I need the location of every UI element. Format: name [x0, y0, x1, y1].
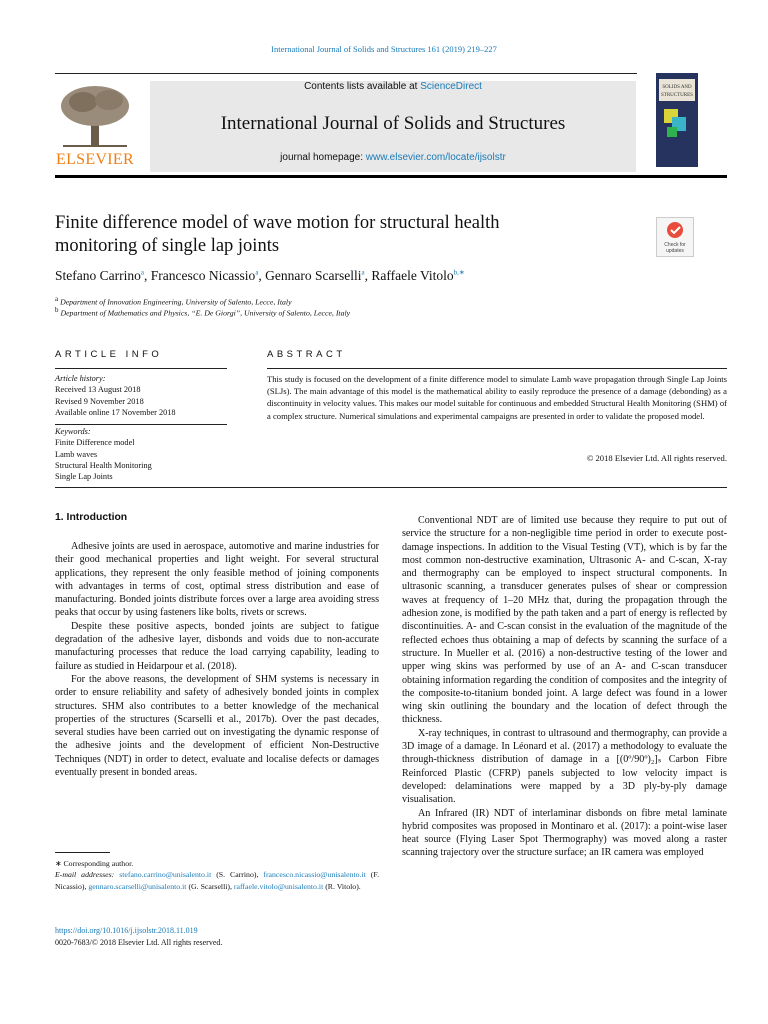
top-rule — [55, 73, 637, 74]
abstract-copyright: © 2018 Elsevier Ltd. All rights reserved. — [586, 453, 727, 463]
check-for-updates-badge[interactable] — [656, 217, 694, 257]
history-online: Available online 17 November 2018 — [55, 407, 176, 417]
affiliation-a — [55, 295, 292, 307]
issn-line: 0020-7683/© 2018 Elsevier Ltd. All rights reserved. — [55, 938, 223, 947]
abstract-rule — [267, 368, 727, 369]
keywords-label: Keywords: — [55, 427, 91, 436]
doi-link[interactable]: https://doi.org/10.1016/j.ijsolstr.2018.11.019 — [55, 926, 198, 935]
section-heading-introduction: 1. Introduction — [55, 512, 128, 523]
body-column-left — [55, 540, 379, 779]
contents-prefix: Contents lists available at — [304, 81, 421, 92]
author-affiliation-mark[interactable]: a — [255, 268, 259, 277]
body-paragraph: An Infrared (IR) NDT of interlaminar disbonds on fibre metal laminate hybrid composites was proposed in Montinaro et al. (2017): a point-wise laser heat source (Flying Laser Spot Thermography) was moved along a raster scanning trajectory over the structure surface; an IR camera was employed — [402, 807, 727, 859]
keyword: Single Lap Joints — [55, 472, 113, 482]
author-name: Raffaele Vitolo — [371, 268, 454, 283]
homepage-link[interactable]: www.elsevier.com/locate/ijsolstr — [365, 152, 506, 163]
affiliation-mark: b — [55, 306, 59, 314]
article-title-line1: Finite difference model of wave motion for structural health — [55, 213, 500, 233]
journal-title: International Journal of Solids and Structures — [220, 113, 566, 134]
keyword: Lamb waves — [55, 449, 98, 459]
crossmark-label-line1: Check for — [664, 242, 686, 248]
author-affiliation-mark[interactable]: a — [140, 268, 144, 277]
footnote — [55, 858, 379, 892]
article-info-heading: ARTICLE INFO — [55, 349, 163, 360]
sciencedirect-link[interactable]: ScienceDirect — [420, 81, 482, 92]
article-history — [55, 373, 176, 418]
abstract-text: This study is focused on the development of a finite difference model to simulate Lamb wave propagation through Single Lap Joints (SLJs). The main advantage of this model is the mathematical ability to easily reproduce the presence of a damage (debonding) as a discontinuity in velocity values. This makes our model suitable for continuous and embedded Structural Health Monitoring (SHM) of a complex structure. Numerical simulations and experimental campaigns are presented in order to validate the proposed model. — [267, 374, 727, 421]
keyword: Structural Health Monitoring — [55, 460, 152, 470]
email-owner: (R. Vitolo) — [325, 881, 359, 891]
elsevier-wordmark: ELSEVIER — [56, 151, 134, 168]
email-link[interactable]: gennaro.scarselli@unisalento.it — [88, 881, 187, 891]
body-paragraph: Despite these positive aspects, bonded joints are subject to fatigue degradation of the adhesive layer, disbonds and voids due to non-accurate manufacturing processes that reduce the load carrying capability, leading to failure as studied in Heidarpour et al. (2018). — [55, 620, 379, 672]
email-link[interactable]: raffaele.vitolo@unisalento.it — [233, 881, 324, 891]
abstract-heading: ABSTRACT — [267, 349, 346, 360]
body-paragraph: X-ray techniques, in contrast to ultrasound and thermography, can provide a 3D image of a damage. In Léonard et al. (2017) a methodology to evaluate the through-thickness distribution of damage in a [(0º/90º)₂]ₛ Carbon Fibre Reinforced Plastic (CFRP) panels subjected to low velocity impact is developed: delaminations were mapped by a 3D ply-by-ply damage visualisation. — [402, 727, 727, 806]
contents-line — [150, 81, 636, 92]
corresponding-author-note: ∗ Corresponding author. — [55, 859, 134, 868]
author-name: Stefano Carrino — [55, 268, 141, 283]
body-paragraph: Conventional NDT are of limited use because they require to put out of service the structure for a non-negligible time period in order to execute post-damage inspections. In addition to the Visual Testing (VT), which is by far the most common non-destructive examination, Ultrasonic A- and C-scan, X-ray and thermography can be employed to inspect structural components. In ultrasonic scanning, a transducer generates pulses of shear or compression waves at frequency of 1–20 MHz that, during the propagation through the adhesion zone, is modified by the path taken and a part of energy is reflected by discontinuities. A- and C-scan consist in the evaluation of the magnitude of the reflected echoes thus obtaining a map of defects by scanning the surface of a structure. In Mueller et al. (2016) a non-destructive testing of the lower and upper wing skins was performed by use of an A- and C-scan transducer obtaining information regarding the condition of composites and the integrity of the composite-to-titanium bonded joint. A large defect was found in a lower wing skin outlining the boundary and the location of defect through the thickness. — [402, 515, 727, 726]
email-link[interactable]: francesco.nicassio@unisalento.it — [263, 870, 366, 880]
email-owner: (F. Nicassio) — [55, 870, 380, 891]
abstract-bottom-rule — [55, 487, 727, 488]
cover-title-line1: SOLIDS AND — [662, 85, 692, 90]
article-title-line2: monitoring of single lap joints — [55, 236, 280, 256]
keywords-block — [55, 426, 152, 482]
affiliation-b — [55, 306, 350, 318]
crossmark-label-line2: updates — [666, 248, 684, 254]
author-affiliation-mark[interactable]: b,∗ — [453, 268, 465, 277]
author-name: Gennaro Scarselli — [265, 268, 362, 283]
email-owner: (S. Carrino) — [216, 870, 257, 880]
journal-citation[interactable]: International Journal of Solids and Structures 161 (2019) 219–227 — [271, 44, 497, 54]
article-info-divider — [55, 424, 227, 425]
journal-cover-image — [656, 73, 698, 167]
history-label: Article history: — [55, 374, 106, 383]
author-name: Francesco Nicassio — [150, 268, 256, 283]
email-addresses: E-mail addresses: stefano.carrino@unisalento.it (S. Carrino), francesco.nicassio@unisalento.it (F. Nicassio), gennaro.scarselli@unisalento.it (G. Scarselli), raffaele.vitolo@unisalento.it (R. Vitolo). — [55, 870, 380, 891]
body-paragraph: For the above reasons, the development of SHM systems is necessary in order to ensure reliability and safety of adhesively bonded joints in complex structures. SHM also contributes to a better knowledge of the mechanical properties of the structures (Scarselli et al., 2017b). Over the past decades, several studies have been carried out on investigating the dynamic response of the adhesive joints and the development of efficient Non-Destructive Techniques (NDT) in order to detect, evaluate and localise defects or damages eventually present in bonded areas. — [55, 673, 379, 779]
email-link[interactable]: stefano.carrino@unisalento.it — [119, 870, 212, 880]
affiliation-text: Department of Mathematics and Physics, “E. De Giorgi”, University of Salento, Lecce, Italy — [60, 308, 351, 318]
history-revised: Revised 9 November 2018 — [55, 396, 144, 406]
author-affiliation-mark[interactable]: a — [361, 268, 365, 277]
homepage-prefix: journal homepage: — [280, 152, 366, 163]
article-title — [55, 212, 615, 258]
footnote-rule — [55, 852, 110, 853]
history-received: Received 13 August 2018 — [55, 385, 141, 395]
body-column-right — [402, 514, 727, 860]
author-list: Stefano Carrino$^a$, Francesco Nicassio$^a$, Gennaro Scarselli$^a$, Raffaele Vitolo$^{b,∗}$ — [55, 268, 465, 283]
affiliation-text: Department of Innovation Engineering, University of Salento, Lecce, Italy — [60, 297, 292, 307]
article-info-rule — [55, 368, 227, 369]
affiliation-mark: a — [55, 295, 59, 303]
email-owner: (G. Scarselli) — [188, 881, 231, 891]
keyword: Finite Difference model — [55, 438, 135, 448]
body-paragraph: Adhesive joints are used in aerospace, automotive and marine industries for their good mechanical properties and light weight. For several structural applications, they represent the only feasible method of joining components with advantages in terms of cost, optimal stress distribution and ease of manufacturing. Bonded joints distribute forces over a large area avoiding stress peaks that occur by using fasteners like bolts, rivets or screws. — [55, 541, 379, 619]
email-label: E-mail addresses: — [55, 870, 115, 880]
homepage-line — [150, 152, 636, 163]
header-thick-rule — [55, 175, 727, 178]
cover-title-line2: STRUCTURES — [661, 93, 693, 98]
